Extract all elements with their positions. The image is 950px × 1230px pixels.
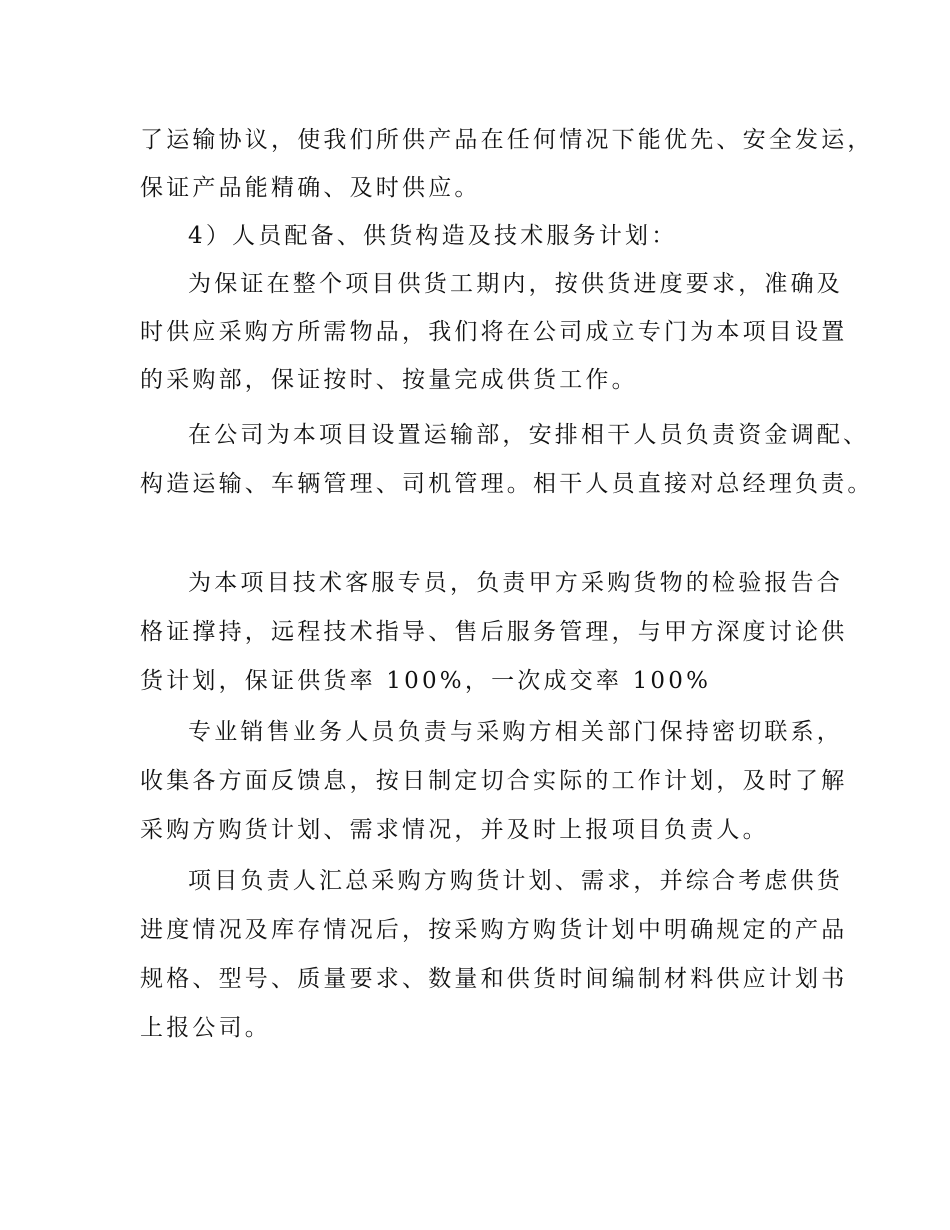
text-line: 为本项目技术客服专员，负责甲方采购货物的检验报告合: [188, 570, 843, 596]
text-line: 规格、型号、质量要求、数量和供货时间编制材料供应计划书: [140, 966, 848, 992]
text-line: 项目负责人汇总采购方购货计划、需求，并综合考虑供货: [188, 868, 843, 894]
text-line: 收集各方面反馈息，按日制定切合实际的工作计划，及时了解: [140, 768, 848, 794]
text-line: 的采购部，保证按时、按量完成供货工作。: [140, 367, 638, 393]
text-line: 采购方购货计划、需求情况，并及时上报项目负责人。: [140, 817, 769, 843]
text-line: 货计划，保证供货率 100%，一次成交率 100%: [140, 668, 712, 694]
text-line: 时供应采购方所需物品，我们将在公司成立专门为本项目设置: [140, 319, 848, 345]
text-line: 构造运输、车辆管理、司机管理。相干人员直接对总经理负责。: [140, 471, 874, 497]
section-heading: 4）人员配备、供货构造及技术服务计划：: [188, 223, 678, 249]
text-line: 格证撑持，远程技术指导、售后服务管理，与甲方深度讨论供: [140, 619, 848, 645]
text-line: 进度情况及库存情况后，按采购方购货计划中明确规定的产品: [140, 917, 848, 943]
text-line: 上报公司。: [140, 1015, 271, 1041]
text-line: 了运输协议，使我们所供产品在任何情况下能优先、安全发运，: [140, 127, 874, 153]
text-line: 为保证在整个项目供货工期内，按供货进度要求，准确及: [188, 271, 843, 297]
text-line: 专业销售业务人员负责与采购方相关部门保持密切联系，: [188, 719, 843, 745]
text-line: 保证产品能精确、及时供应。: [140, 175, 481, 201]
text-line: 在公司为本项目设置运输部，安排相干人员负责资金调配、: [188, 422, 870, 448]
